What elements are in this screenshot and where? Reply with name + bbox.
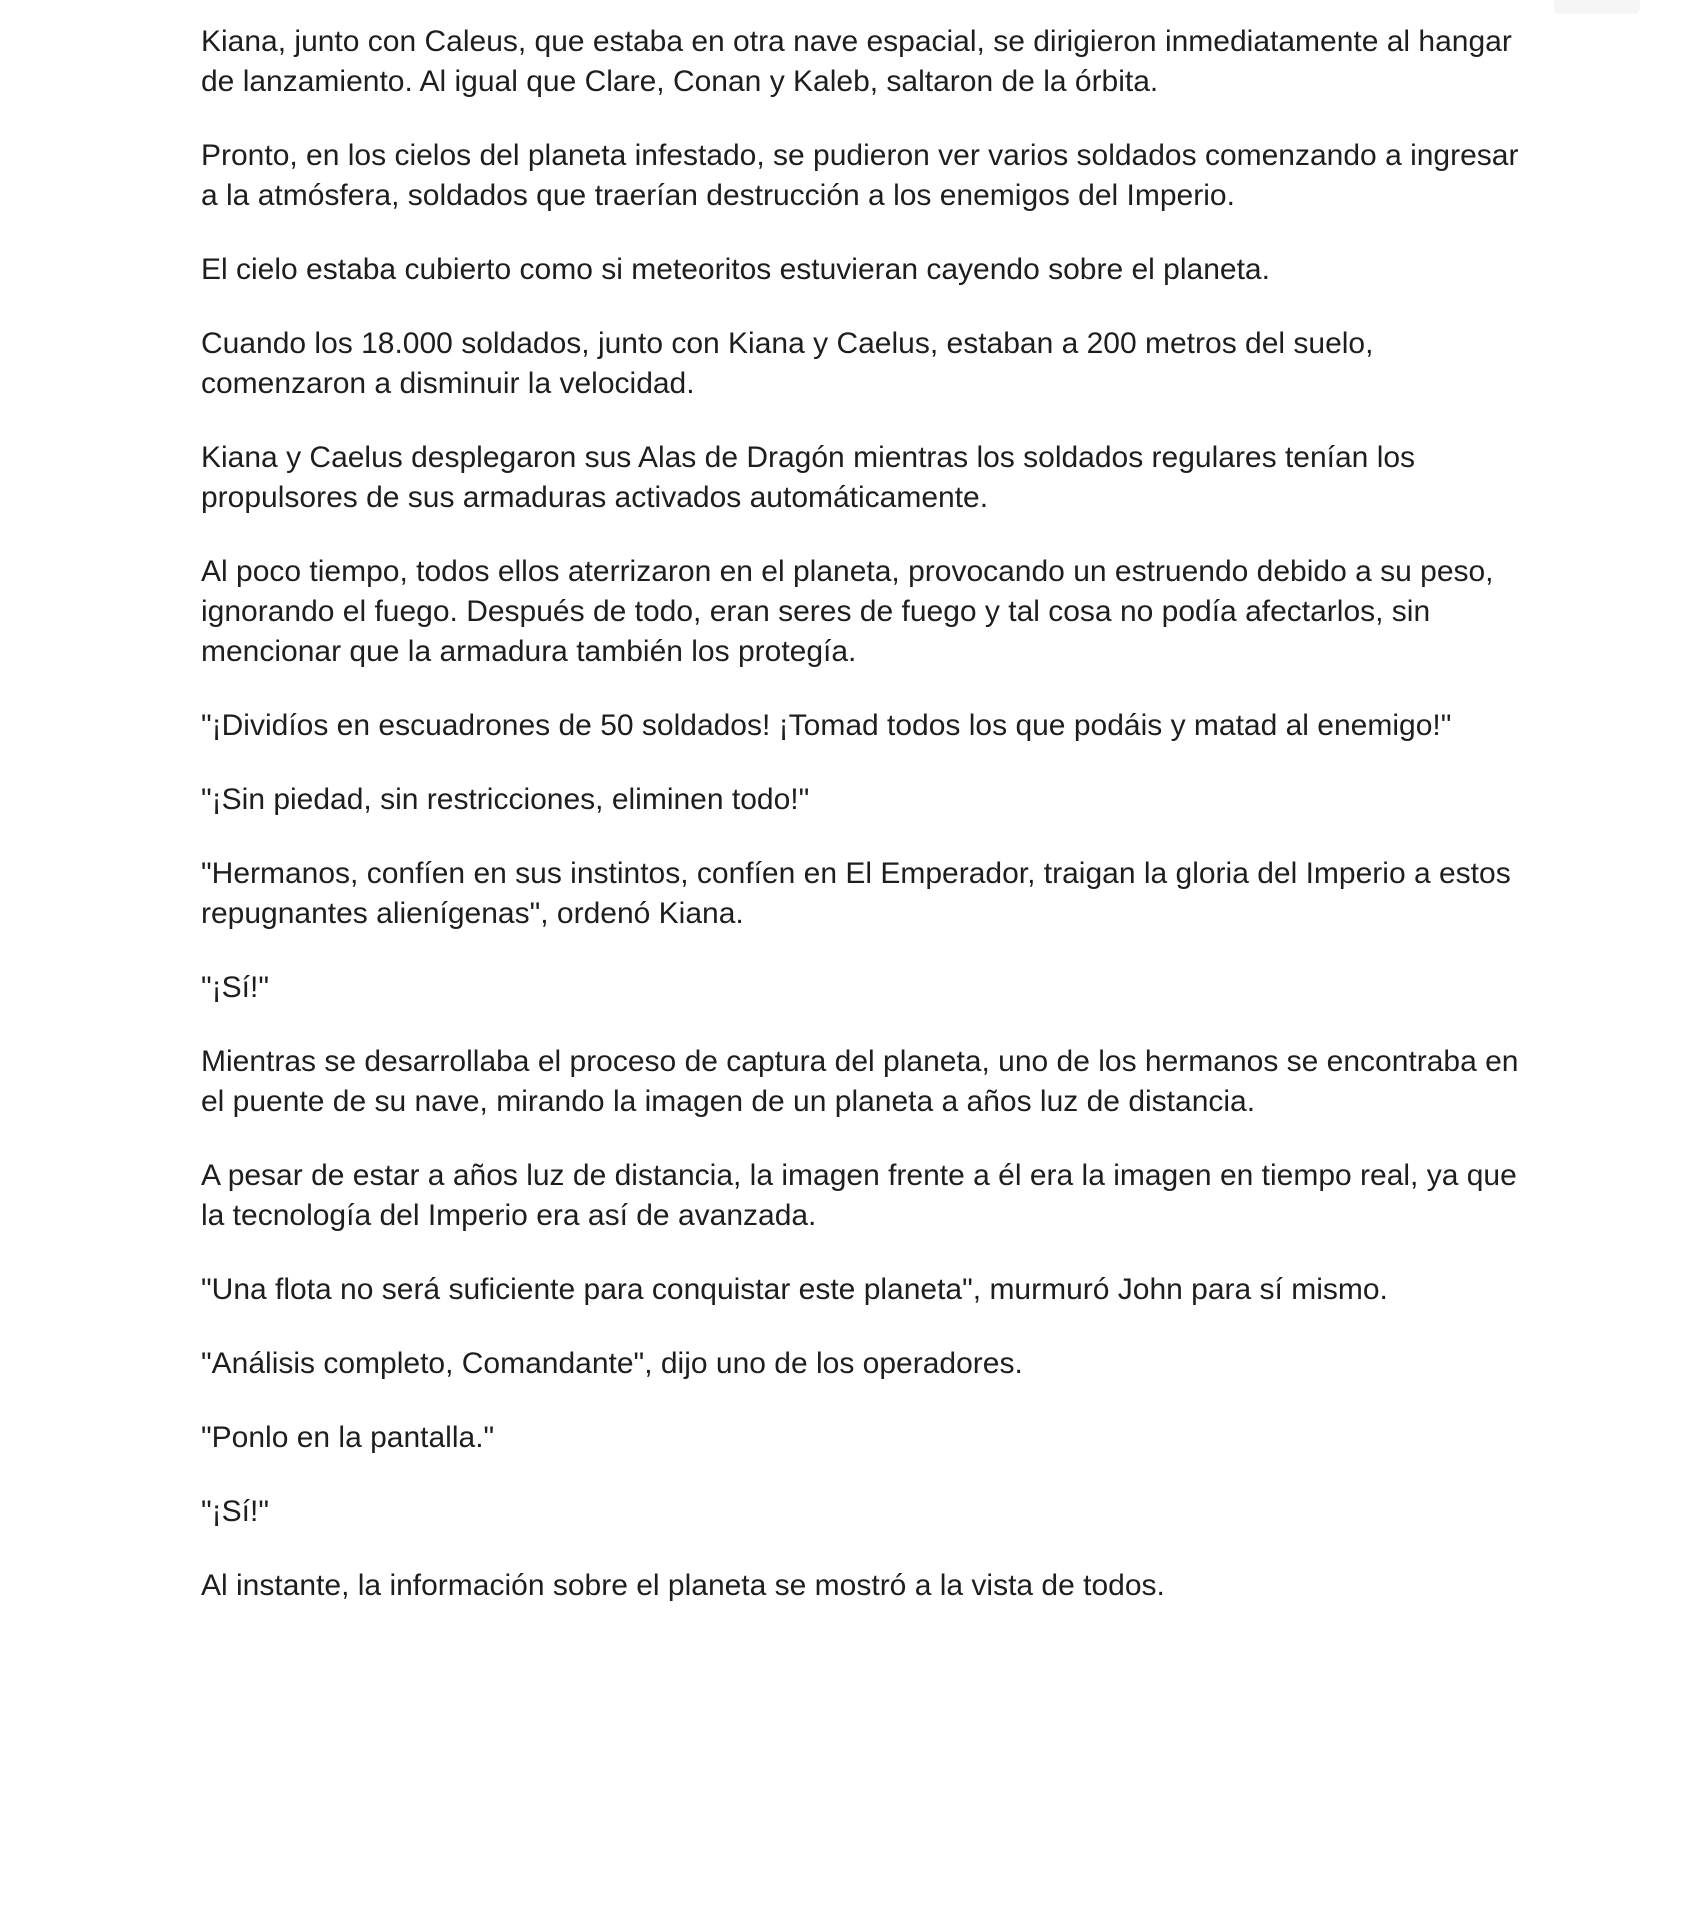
dialogue-line: "Análisis completo, Comandante", dijo uno de los operadores.: [201, 1347, 1023, 1380]
paragraph: A pesar de estar a años luz de distancia, la imagen frente a él era la imagen en tiempo real, ya que la tecnología del Imperio era así de avanzada.: [201, 1159, 1517, 1232]
dialogue-line: "¡Dividíos en escuadrones de 50 soldados! ¡Tomad todos los que podáis y matad al enemigo!": [201, 709, 1452, 742]
page-corner-mark: [1554, 0, 1640, 14]
dialogue-line: "¡Sin piedad, sin restricciones, eliminen todo!": [201, 783, 810, 816]
paragraph: Cuando los 18.000 soldados, junto con Kiana y Caelus, estaban a 200 metros del suelo, comenzaron a disminuir la velocidad.: [201, 327, 1374, 400]
paragraph: Al poco tiempo, todos ellos aterrizaron en el planeta, provocando un estruendo debido a su peso, ignorando el fuego. Después de todo, eran seres de fuego y tal cosa no podía afectarlos, sin mencionar que la armadura también los protegía.: [201, 555, 1494, 668]
paragraph: Kiana y Caelus desplegaron sus Alas de Dragón mientras los soldados regulares tenían los propulsores de sus armaduras activados automáticamente.: [201, 441, 1416, 514]
dialogue-line: "Ponlo en la pantalla.": [201, 1421, 495, 1454]
paragraph: El cielo estaba cubierto como si meteoritos estuvieran cayendo sobre el planeta.: [201, 253, 1270, 286]
paragraph: Al instante, la información sobre el planeta se mostró a la vista de todos.: [201, 1569, 1165, 1602]
paragraph: Pronto, en los cielos del planeta infestado, se pudieron ver varios soldados comenzando a ingresar a la atmósfera, soldados que traerían destrucción a los enemigos del Imperio.: [201, 139, 1519, 212]
dialogue-line: "¡Sí!": [201, 971, 269, 1004]
paragraph: Mientras se desarrollaba el proceso de captura del planeta, uno de los hermanos se encontraba en el puente de su nave, mirando la imagen de un planeta a años luz de distancia.: [201, 1045, 1519, 1118]
dialogue-line: "¡Sí!": [201, 1495, 269, 1528]
document-page: [201, 22, 1531, 1606]
paragraph: Kiana, junto con Caleus, que estaba en otra nave espacial, se dirigieron inmediatamente al hangar de lanzamiento. Al igual que Clare, Conan y Kaleb, saltaron de la órbita.: [201, 25, 1512, 98]
dialogue-line: "Una flota no será suficiente para conquistar este planeta", murmuró John para sí mismo.: [201, 1273, 1388, 1306]
dialogue-line: "Hermanos, confíen en sus instintos, confíen en El Emperador, traigan la gloria del Imperio a estos repugnantes alienígenas", ordenó Kiana.: [201, 857, 1511, 930]
